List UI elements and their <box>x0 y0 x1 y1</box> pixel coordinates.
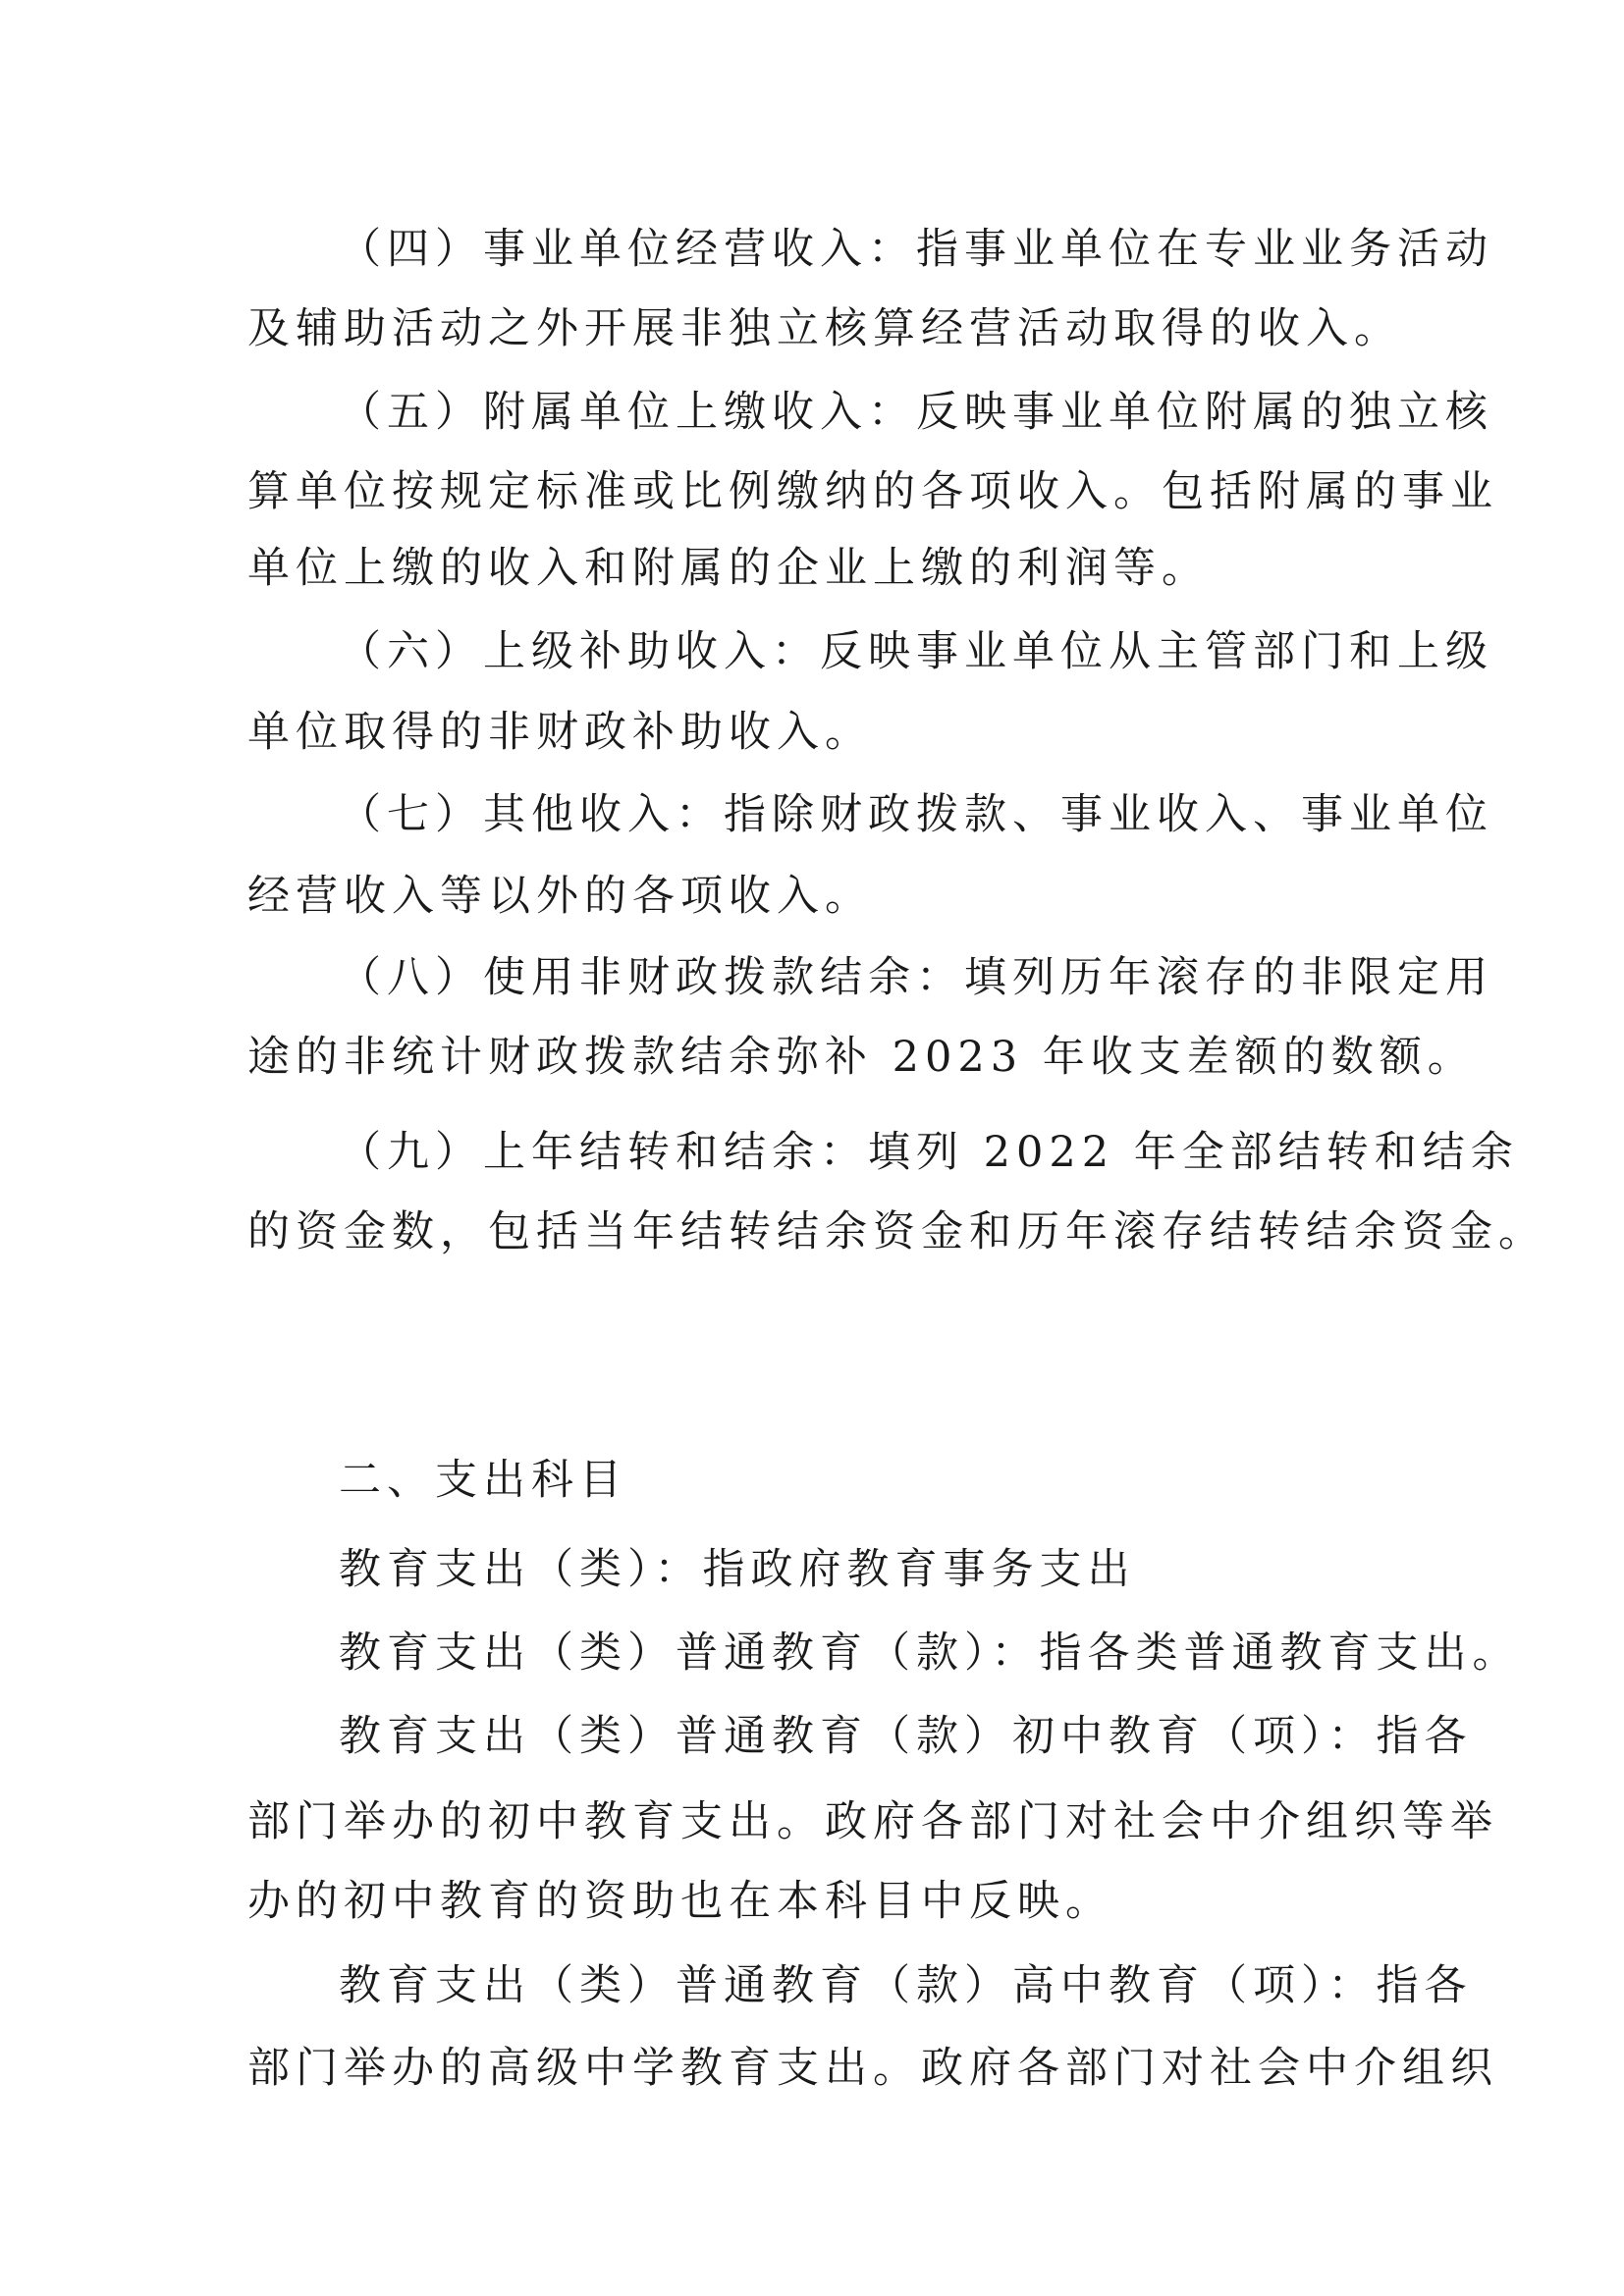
paragraph-line: （四）事业单位经营收入：指事业单位在专业业务活动 <box>339 225 1493 274</box>
paragraph-line: 单位取得的非财政补助收入。 <box>247 708 873 757</box>
section-heading: 二、支出科目 <box>339 1456 627 1505</box>
paragraph-line: （八）使用非财政拨款结余：填列历年滚存的非限定用 <box>339 953 1493 1002</box>
paragraph-line: （七）其他收入：指除财政拨款、事业收入、事业单位 <box>339 790 1493 839</box>
paragraph-line: 部门举办的初中教育支出。政府各部门对社会中介组织等举 <box>247 1797 1498 1846</box>
paragraph-line: 算单位按规定标准或比例缴纳的各项收入。包括附属的事业 <box>247 467 1498 516</box>
paragraph-line: 教育支出（类）普通教育（款）高中教育（项）：指各 <box>339 1961 1473 2010</box>
paragraph-line: （五）附属单位上缴收入：反映事业单位附属的独立核 <box>339 388 1493 437</box>
paragraph-line: 及辅助活动之外开展非独立核算经营活动取得的收入。 <box>247 304 1402 353</box>
paragraph-line: 教育支出（类）普通教育（款）初中教育（项）：指各 <box>339 1712 1473 1761</box>
paragraph-line: 部门举办的高级中学教育支出。政府各部门对社会中介组织 <box>247 2044 1498 2093</box>
paragraph-line: 办的初中教育的资助也在本科目中反映。 <box>247 1877 1113 1926</box>
paragraph-line: 教育支出（类）：指政府教育事务支出 <box>339 1545 1136 1594</box>
paragraph-line: 经营收入等以外的各项收入。 <box>247 872 873 921</box>
paragraph-line: 途的非统计财政拨款结余弥补 2023 年收支差额的数额。 <box>247 1033 1476 1082</box>
paragraph-line: （六）上级补助收入：反映事业单位从主管部门和上级 <box>339 627 1493 676</box>
paragraph-line: 的资金数，包括当年结转结余资金和历年滚存结转结余资金。 <box>247 1207 1546 1256</box>
paragraph-line: 单位上缴的收入和附属的企业上缴的利润等。 <box>247 544 1210 593</box>
paragraph-line: 教育支出（类）普通教育（款）：指各类普通教育支出。 <box>339 1629 1521 1678</box>
paragraph-line: （九）上年结转和结余：填列 2022 年全部结转和结余 <box>339 1128 1519 1177</box>
